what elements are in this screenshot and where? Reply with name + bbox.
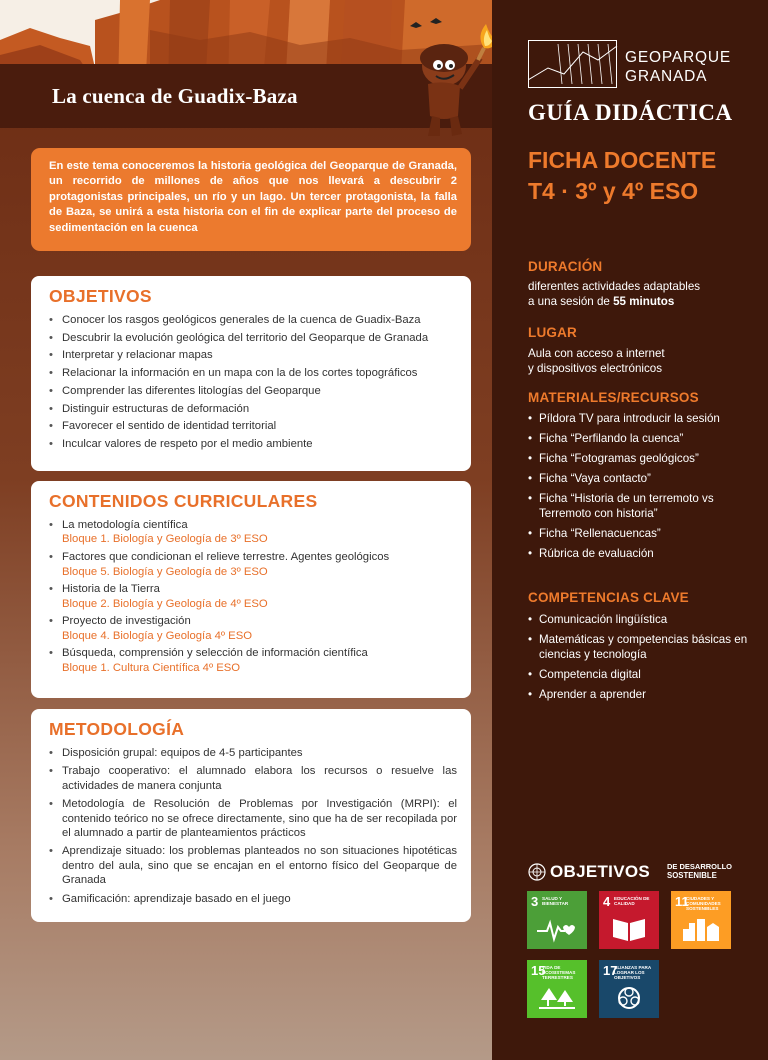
duracion-title: DURACIÓN <box>528 259 603 274</box>
sdg-label: SALUD Y BIENESTAR <box>542 896 569 906</box>
contenidos-card <box>31 481 471 698</box>
ficha-heading <box>528 145 716 207</box>
lugar-line-1: Aula con acceso a internet <box>528 347 665 360</box>
objetivo-item: • Distinguir estructuras de deformación <box>49 402 457 416</box>
partnership-icon <box>609 984 649 1012</box>
sdg-title-main: OBJETIVOS <box>550 862 651 881</box>
sdg-tile-4 <box>599 891 659 949</box>
contenido-bloque: Bloque 5. Biología y Geología de 3º ESO <box>62 565 268 578</box>
logo-line-1: GEOPARQUE <box>625 49 731 66</box>
logo-text <box>625 48 731 86</box>
duracion-line-2 <box>528 294 700 309</box>
contenido-text: Historia de la Tierra <box>62 583 160 596</box>
duracion-minutes: 55 minutos <box>613 295 675 308</box>
competencia-item: • Comunicación lingüística <box>528 612 748 627</box>
contenido-item <box>49 614 457 643</box>
geoparque-logo <box>528 40 618 88</box>
metodologia-list <box>49 746 457 906</box>
contenido-item <box>49 518 457 547</box>
material-item: • Rúbrica de evaluación <box>528 546 748 561</box>
duracion-pre: a una sesión de <box>528 295 614 308</box>
competencia-item: • Matemáticas y competencias básicas en ciencias y tecnología <box>528 632 748 662</box>
sdg-label: CIUDADES Y COMUNIDADES SOSTENIBLES <box>686 896 721 911</box>
material-item: • Ficha “Fotogramas geológicos” <box>528 451 748 466</box>
contenido-text: La metodología científica <box>62 519 188 531</box>
metodologia-title: METODOLOGÍA <box>49 719 185 739</box>
contenido-bloque: Bloque 2. Biología y Geología de 4º ESO <box>62 597 268 610</box>
city-icon <box>681 915 721 943</box>
contenido-text: Proyecto de investigación <box>62 615 191 628</box>
ficha-line-1: FICHA DOCENTE <box>528 147 717 173</box>
metodologia-item: • Metodología de Resolución de Problemas por Investigación (MRPI): el contenido teórico no se ofrece directamente, sino que ha de ser recopilada por el alumnado a partir de planteamientos prácticos <box>49 797 457 840</box>
sdg-number: 11 <box>675 894 689 909</box>
sdg-tile-17 <box>599 960 659 1018</box>
lugar-line-2: y dispositivos electrónicos <box>528 362 663 375</box>
contenido-item <box>49 646 457 675</box>
sdg-label: EDUCACIÓN DE CALIDAD <box>614 896 650 906</box>
sdg-label: ALIANZAS PARA LOGRAR LOS OBJETIVOS <box>614 965 652 980</box>
competencia-item: • Aprender a aprender <box>528 687 748 702</box>
material-item: • Ficha “Historia de un terremoto vs Terremoto con historia” <box>528 491 748 521</box>
objetivos-title: OBJETIVOS <box>49 286 152 306</box>
objetivo-item: • Descubrir la evolución geológica del territorio del Geoparque de Granada <box>49 331 457 345</box>
materiales-list <box>528 411 748 566</box>
heartbeat-icon <box>537 915 577 943</box>
sdg-title-sost: SOSTENIBLE <box>667 871 717 880</box>
caveman-mascot-illustration <box>400 18 498 138</box>
sdg-tile-15 <box>527 960 587 1018</box>
metodologia-item: • Aprendizaje situado: los problemas planteados no son situaciones hipotéticas dentro del aula, sino que se encajan en el entorno físico del Geoparque de Granada <box>49 844 457 887</box>
sdg-title-de: DE DESARROLLO <box>667 862 733 871</box>
material-item: • Ficha “Perfilando la cuenca” <box>528 431 748 446</box>
objetivo-item: • Interpretar y relacionar mapas <box>49 348 457 362</box>
sdg-number: 15 <box>531 963 546 978</box>
contenidos-title: CONTENIDOS CURRICULARES <box>49 491 318 511</box>
objetivo-item: • Comprender las diferentes litologías del Geoparque <box>49 384 457 398</box>
duracion-text <box>528 279 700 309</box>
competencias-list <box>528 612 748 707</box>
contenidos-list <box>49 518 457 675</box>
objetivo-item: • Inculcar valores de respeto por el medio ambiente <box>49 437 457 451</box>
intro-box <box>31 148 471 251</box>
material-item: • Ficha “Rellenacuencas” <box>528 526 748 541</box>
contenido-bloque: Bloque 1. Cultura Científica 4º ESO <box>62 661 241 674</box>
metodologia-item: • Gamificación: aprendizaje basado en el juego <box>49 892 457 906</box>
competencia-item: • Competencia digital <box>528 667 748 682</box>
objetivo-item: • Relacionar la información en un mapa con la de los cortes topográficos <box>49 366 457 380</box>
un-emblem-icon <box>527 862 547 882</box>
material-item: • Ficha “Vaya contacto” <box>528 471 748 486</box>
contenido-text: Factores que condicionan el relieve terrestre. Agentes geológicos <box>62 551 390 564</box>
guide-title: GUÍA DIDÁCTICA <box>528 100 733 125</box>
sdg-heading <box>527 862 737 882</box>
page-title: La cuenca de Guadix-Baza <box>52 84 298 108</box>
contenido-bloque: Bloque 1. Biología y Geología de 3º ESO <box>62 533 268 546</box>
logo-line-2: GRANADA <box>625 68 708 85</box>
contenido-text: Búsqueda, comprensión y selección de información científica <box>62 647 368 660</box>
intro-text: En este tema conoceremos la historia geológica del Geoparque de Granada, un recorrido de millones de años que nos llevará a descubrir 2 protagonistas principales, un río y un lago. Un tercer protagonista, la falla de Baza, se unirá a esta historia con el fin de explicar parte del proceso de sedimentación en la cuenca <box>49 160 457 234</box>
sdg-number: 17 <box>603 963 618 978</box>
ficha-line-2: T4 · 3º y 4º ESO <box>528 178 699 204</box>
materiales-title: MATERIALES/RECURSOS <box>528 390 699 405</box>
sdg-tile-3 <box>527 891 587 949</box>
objetivo-item: • Conocer los rasgos geológicos generales de la cuenca de Guadix-Baza <box>49 313 457 327</box>
objetivos-list <box>49 313 457 451</box>
lugar-text <box>528 346 665 376</box>
sdg-tile-11 <box>671 891 731 949</box>
metodologia-item: • Disposición grupal: equipos de 4-5 participantes <box>49 746 457 760</box>
contenido-item <box>49 582 457 611</box>
objetivo-item: • Favorecer el sentido de identidad territorial <box>49 419 457 433</box>
duracion-line-1: diferentes actividades adaptables <box>528 280 701 293</box>
sdg-number: 4 <box>603 894 611 909</box>
contenido-bloque: Bloque 4. Biología y Geología 4º ESO <box>62 629 253 642</box>
metodologia-card <box>31 709 471 922</box>
book-icon <box>609 915 649 943</box>
objetivos-card <box>31 276 471 471</box>
sdg-number: 3 <box>531 894 539 909</box>
contenido-item <box>49 550 457 579</box>
material-item: • Píldora TV para introducir la sesión <box>528 411 748 426</box>
metodologia-item: • Trabajo cooperativo: el alumnado elabora los recursos o resuelve las actividades de manera conjunta <box>49 764 457 793</box>
competencias-title: COMPETENCIAS CLAVE <box>528 590 689 605</box>
sdg-label: VIDA DE ECOSISTEMAS TERRESTRES <box>542 965 576 980</box>
lugar-title: LUGAR <box>528 325 577 340</box>
tree-icon <box>537 984 577 1012</box>
